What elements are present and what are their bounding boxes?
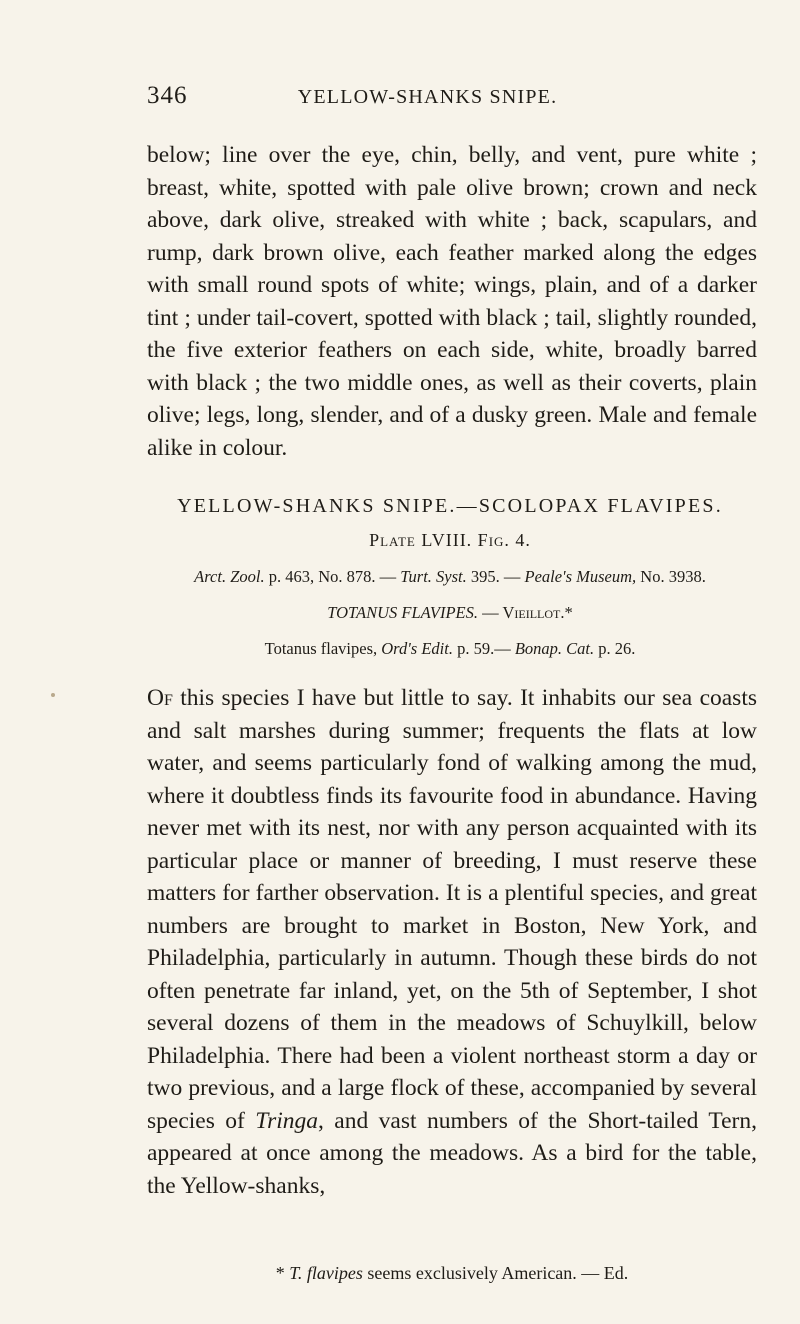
synonym-line-3 [120, 639, 780, 659]
synonym-ord-ref: p. 59.— [452, 639, 515, 658]
synonym-line-2 [120, 603, 780, 623]
plate-reference [120, 530, 780, 551]
page-number: 346 [147, 82, 188, 109]
footnote-species: T. flavipes [289, 1263, 363, 1283]
synonym-bonap-ref: p. 26. [594, 639, 636, 658]
synonym-prefix: Totanus flavipes, [264, 639, 382, 658]
running-head [147, 82, 708, 116]
synonym-peale-ref: No. 3938. [636, 567, 706, 586]
footnote-mark: * [275, 1263, 290, 1283]
synonym-bonap: Bonap. Cat. [514, 639, 595, 658]
synonym-arct: Arct. Zool. [194, 567, 265, 586]
main-text-part-1: this species I have but little to say. It inhabits our sea coasts and salt marshes during summer; frequents the flats at low water, and seems particularly fond of walking among the mud, where it doubtless finds its favourite food in abundance. Having never met with its nest, nor with any person acquainted with its particular place or manner of breeding, I must reserve these matters for farther observation. It is a plentiful species, and great numbers are brought to market in Boston, New York, and Philadelphia, particularly in autumn. Though these birds do not often penetrate far inland, yet, on the 5th of September, I shot several dozens of them in the meadows of Schuylkill, below Philadelphia. There had been a violent northeast storm a day or two previous, and a large flock of these, accompanied by several species of [147, 685, 757, 1134]
synonym-turt-ref: 395. — [466, 567, 525, 586]
synonym-peale: Peale's Museum, [524, 567, 637, 586]
synonym-line-1 [120, 567, 780, 587]
paragraph-lead-word: Of [147, 685, 173, 711]
paper-speck-mark [48, 690, 58, 700]
synonym-totanus: TOTANUS FLAVIPES. [327, 603, 478, 622]
main-text-tringa: Tringa [255, 1107, 318, 1134]
synonym-author: — Vieillot.* [478, 603, 573, 622]
intro-paragraph: below; line over the eye, chin, belly, and vent, pure white ; breast, white, spotted with pale olive brown; crown and neck above, dark olive, streaked with white ; back, scapulars, and rump, dark brown olive, each feather marked along the edges with small round spots of white; wings, plain, and of a darker tint ; under tail-covert, spotted with black ; tail, slightly rounded, the five exterior feathers on each side, white, broadly barred with black ; the two middle ones, as well as their coverts, plain olive; legs, long, slender, and of a dusky green. Male and female alike in colour. [147, 142, 757, 461]
footnote-text: seems exclusively American. — Ed. [362, 1263, 629, 1283]
synonym-ord: Ord's Edit. [381, 639, 453, 658]
main-text-part-2: , and vast numbers of the Short-tailed Tern, appeared at once among the meadows. As a bird for the table, the Yellow-shanks, [147, 1107, 757, 1199]
footnote [147, 1263, 757, 1284]
main-paragraph [147, 682, 757, 1202]
plate-reference-text: Plate LVIII. Fig. 4. [369, 530, 531, 550]
running-title: YELLOW-SHANKS SNIPE. [297, 86, 558, 108]
synonym-arct-ref: p. 463, No. 878. — [264, 567, 401, 586]
synonym-turt: Turt. Syst. [400, 567, 467, 586]
species-heading: YELLOW-SHANKS SNIPE.—SCOLOPAX FLAVIPES. [177, 495, 723, 517]
